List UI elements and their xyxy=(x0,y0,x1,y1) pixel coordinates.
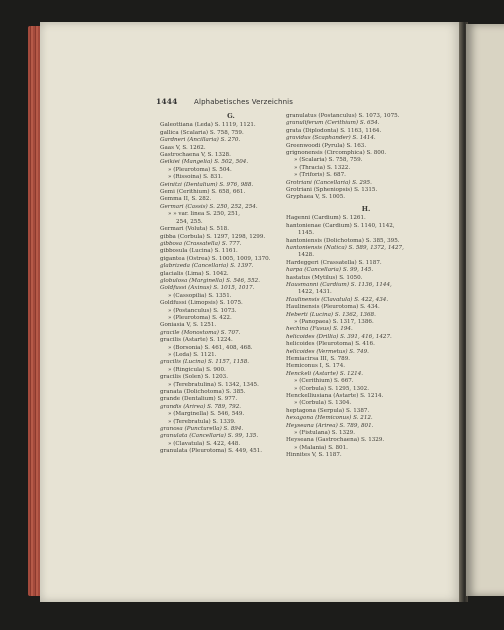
index-entry: Grotriani (Cancellaria) S. 295. xyxy=(286,179,372,186)
index-entry: gracilis (Solen) S. 1203. xyxy=(160,374,228,381)
index-entry: gibbosa (Crassatella) S. 777. xyxy=(160,240,242,247)
index-entry: 254, 255. xyxy=(176,218,203,225)
index-column-left xyxy=(160,113,302,456)
index-entry: » (Postanculus) S. 1073. xyxy=(168,307,237,314)
index-entry: Gardneri (Ancillaria) S. 270. xyxy=(160,137,241,144)
index-entry: Gastrochaena V, S. 1328. xyxy=(160,152,231,159)
index-entry: Greenwoodi (Pyrula) S. 163. xyxy=(286,142,367,149)
index-entry: granulatus (Postanculus) S. 1073, 1075. xyxy=(286,113,400,119)
index-entry: grata (Diplodonta) S. 1163, 1164. xyxy=(286,127,382,134)
index-entry: harpa (Cancellaria) S. 99, 145. xyxy=(286,267,374,274)
index-entry: Goldfussi (Axinus) S. 1015, 1017. xyxy=(160,285,255,292)
index-entry: » (Pleurotoma) S. 504. xyxy=(168,166,232,173)
index-entry: gracilis (Lucina) S. 1157, 1158. xyxy=(160,359,250,366)
index-entry: » (Borsonia) S. 461, 408, 468. xyxy=(168,344,253,351)
index-entry: glabrizeda (Cancellaria) S. 1397. xyxy=(160,263,254,270)
index-entry: hastatus (Mytilus) S. 1050. xyxy=(286,274,363,281)
index-entry: » (Malania) S. 801. xyxy=(294,444,348,451)
index-entry: » (Corbula) S. 1295, 1302. xyxy=(294,385,369,392)
index-entry: Hagenni (Cardium) S. 1261. xyxy=(286,215,366,222)
index-entry: 1145. xyxy=(298,230,315,237)
index-entry: granulata (Cancellaria) S. 99, 135. xyxy=(160,433,259,440)
index-entry: » (Terebratula) S. 1339. xyxy=(168,418,236,425)
index-entry: gibba (Corbula) S. 1297, 1298, 1299. xyxy=(160,233,266,240)
index-entry: 1422, 1431. xyxy=(298,289,332,296)
index-entry: grignonensis (Circomphica) S. 800. xyxy=(286,150,387,157)
index-entry: hantoniensis (Natica) S. 589, 1372, 1427, xyxy=(286,244,404,251)
index-entry: hexagona (Hemiconus) S. 212. xyxy=(286,415,373,422)
index-entry: helicoides (Drillia) S. 391, 416, 1427. xyxy=(286,333,392,340)
index-entry: globulosa (Marginella) S. 546, 552. xyxy=(160,277,261,284)
section-heading-h: H. xyxy=(361,204,371,213)
page-title: Alphabetisches Verzeichnis xyxy=(194,98,294,106)
index-entry: Haulinensis (Pleurotoma) S. 434. xyxy=(286,304,380,311)
index-entry: Gaas V, S. 1262. xyxy=(160,144,206,151)
index-entry: Heyseana (Arirea) S. 789, 801. xyxy=(286,422,374,429)
index-column-right xyxy=(286,113,446,460)
index-entry: » (Triforis) S. 687. xyxy=(294,172,346,179)
index-entry: 1428. xyxy=(298,252,315,259)
index-entry: Goldfussi (Limopsis) S. 1075. xyxy=(160,300,243,307)
right-page-sliver xyxy=(466,24,504,596)
index-entry: Hausmanni (Cardium) S. 1136, 1144, xyxy=(286,281,392,288)
section-heading-g: G. xyxy=(227,112,235,120)
index-entry: » (Cassopilia) S. 1351. xyxy=(168,292,232,299)
index-entry: granulata (Pleurotoma) S. 449, 451. xyxy=(160,448,263,455)
index-entry: Henckeli (Astarte) S. 1214. xyxy=(286,370,364,377)
index-entry: » (Scalaria) S. 758, 759. xyxy=(294,157,363,164)
index-entry: Gryphaea V, S. 1005. xyxy=(286,194,346,201)
index-entry: » (Panopaea) S. 1317, 1386. xyxy=(294,318,374,325)
index-entry: helicoides (Vermetus) S. 749. xyxy=(286,348,369,355)
index-entry: » (Clavatula) S. 422, 448. xyxy=(168,440,241,447)
index-entry: » (Fistulana) S. 1329. xyxy=(294,430,355,437)
index-entry: granuliferum (Cerithium) S. 654. xyxy=(286,120,380,127)
index-entry: Hemiconus I, S. 174. xyxy=(286,363,346,370)
index-entry: » (Thracia) S. 1322. xyxy=(294,164,351,171)
index-entry: » (Corbula) S. 1304. xyxy=(294,400,352,407)
index-entry: granata (Dolichotoma) S. 385. xyxy=(160,389,246,396)
index-entry: Grotriani (Spheniopsis) S. 1315. xyxy=(286,187,378,194)
index-entry: Gemi (Cerithium) S. 658, 661. xyxy=(160,189,246,196)
page-number: 1444 xyxy=(156,97,178,106)
index-entry: Haulinensis (Clavatula) S. 422, 434. xyxy=(286,296,389,303)
index-entry: Galeottiana (Leda) S. 1119, 1121. xyxy=(160,122,256,129)
index-entry: Gemma II, S. 282. xyxy=(160,196,212,203)
index-entry: Heyseana (Gastrochaena) S. 1329. xyxy=(286,437,385,444)
index-entry: gravidus (Scaphander) S. 1414. xyxy=(286,135,376,142)
index-entry: Heberti (Lucina) S. 1362, 1368. xyxy=(286,311,376,318)
index-entry: heptagona (Serpula) S. 1387. xyxy=(286,407,370,414)
index-entry: » » var. linea S. 250, 251, xyxy=(168,211,240,218)
index-entry: hantonienae (Cardium) S. 1140, 1142, xyxy=(286,222,395,229)
index-entry: Hinnites V, S. 1187. xyxy=(286,452,342,459)
index-entry: Hemiacirsa III, S. 789. xyxy=(286,356,351,362)
index-entry: grande (Dentalium) S. 977. xyxy=(160,396,238,403)
index-entry: gracile (Monostoma) S. 707. xyxy=(160,329,241,336)
index-entry: Geikiei (Mangelia) S. 502, 504. xyxy=(160,159,249,166)
index-entry: » (Terebratulina) S. 1342, 1345. xyxy=(168,381,259,388)
index-entry: Germari (Cassis) S. 250, 252, 254. xyxy=(160,203,258,210)
index-entry: grandis (Arirea) S. 789, 792. xyxy=(160,403,242,410)
index-entry: » (Cerithium) S. 667. xyxy=(294,378,354,385)
index-entry: » (Leda) S. 1121. xyxy=(168,352,217,358)
index-entry: » (Marginella) S. 546, 549. xyxy=(168,411,245,418)
page-header xyxy=(156,97,446,107)
index-entry: gigantea (Ostrea) S. 1005, 1009, 1370. xyxy=(160,255,271,262)
index-entry: granosa (Puncturella) S. 894. xyxy=(160,426,244,433)
index-entry: gallica (Scalaria) S. 758, 759. xyxy=(160,129,244,136)
index-entry: hantoniensis (Dolichotoma) S. 385, 395. xyxy=(286,237,400,244)
index-entry: hechina (Fusus) S. 194. xyxy=(286,326,353,333)
index-entry: gracilis (Astarte) S. 1224. xyxy=(160,337,233,344)
index-entry: » (Pleurotoma) S. 422. xyxy=(168,314,232,321)
index-entry: Germari (Voluta) S. 518. xyxy=(160,226,229,233)
index-entry: glacialis (Lima) S. 1042. xyxy=(160,270,229,277)
index-entry: Geinitzi (Dentalium) S. 976, 988. xyxy=(160,181,254,188)
index-entry: Goniasia V, S. 1251. xyxy=(160,322,217,329)
index-entry: Hardeggeri (Crassatella) S. 1187. xyxy=(286,259,382,266)
index-entry: » (Ringicula) S. 900. xyxy=(168,366,226,373)
index-entry: Henckelliusiana (Astarte) S. 1214. xyxy=(286,393,384,400)
index-entry: helicoides (Pleurotoma) S. 416. xyxy=(286,341,375,348)
index-entry: » (Rissoina) S. 831. xyxy=(168,174,223,181)
index-entry: gibbosula (Lucina) S. 1161. xyxy=(160,248,238,255)
